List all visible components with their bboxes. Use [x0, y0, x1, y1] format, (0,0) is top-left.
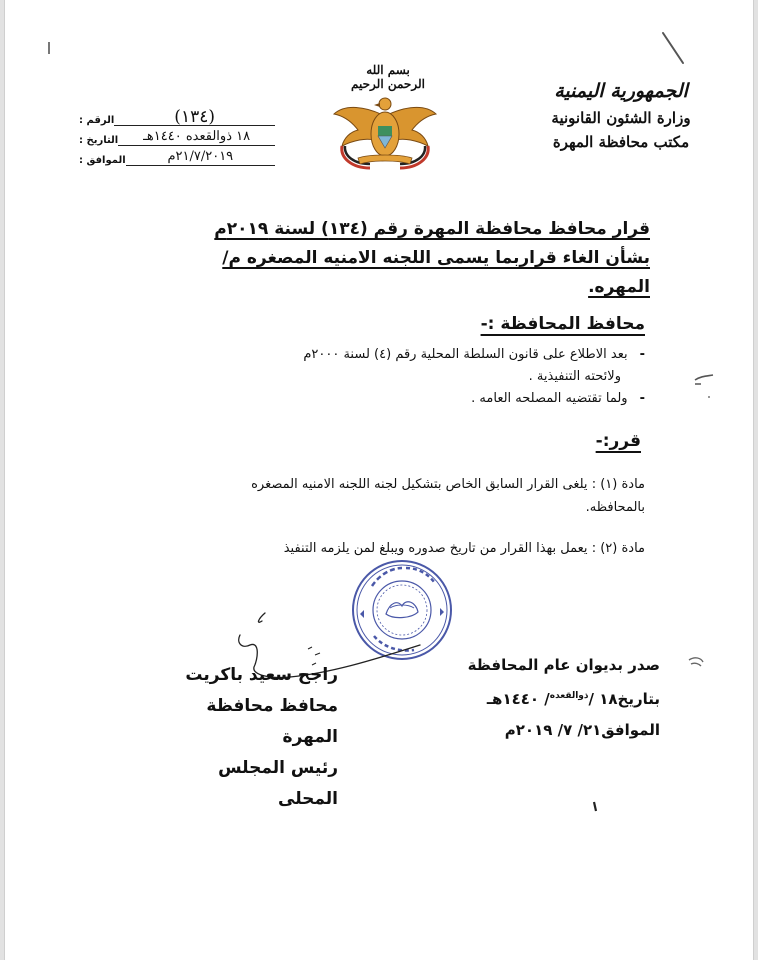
preamble-item — [200, 344, 645, 388]
pen-mark-icon — [591, 800, 599, 814]
preamble-item-text: ولما تقتضيه المصلحه العامه . — [471, 391, 628, 406]
reference-corresponding-label: الموافق : — [79, 155, 126, 166]
reference-date-value: ١٨ ذوالقعده ١٤٤٠هـ — [118, 129, 275, 146]
preamble-item — [200, 388, 645, 410]
reference-date-row — [75, 126, 275, 146]
decree-title-line-1: قرار محافظ محافظة المهرة رقم (١٣٤) لسنة ٢٠١٩م — [214, 219, 650, 239]
preamble-heading: محافظ المحافظة :- — [480, 314, 645, 334]
signatory-title-1: محافظ محافظة المهرة — [206, 696, 338, 747]
signatory-title-2: رئيس المجلس المحلى — [218, 758, 338, 809]
preamble-item-text: بعد الاطلاع على قانون السلطة المحلية رقم (٤) لسنة ٢٠٠٠م — [303, 347, 628, 362]
basmala: بسم الله الرحمن الرحيم — [351, 63, 425, 91]
decree-title — [170, 215, 650, 302]
signatory-block — [153, 660, 338, 815]
ministry-name: وزارة الشئون القانونية — [551, 109, 691, 127]
bullet-dash: - — [639, 391, 645, 406]
signatory-name: راجح سعيد باكريت — [185, 665, 338, 685]
article-1-label: مادة (١) : — [591, 477, 645, 492]
decision-heading: قرر:- — [595, 431, 641, 451]
decree-title-line-2: بشأن الغاء قراربما يسمى اللجنه الامنيه المصغره م/المهره. — [222, 248, 650, 297]
issuance-block — [460, 650, 660, 746]
page-edge-right — [753, 0, 758, 960]
reference-corresponding-value: ٢١/٧/٢٠١٩م — [126, 149, 275, 166]
article-2 — [155, 537, 645, 560]
letterhead — [521, 76, 721, 154]
country-name: الجمهورية اليمنية — [554, 80, 688, 102]
article-1-text: يلغى القرار السابق الخاص بتشكيل لجنه اللجنه الامنيه المصغره — [251, 477, 588, 492]
article-1 — [175, 473, 645, 519]
reference-corresponding-row — [75, 146, 275, 166]
bullet-dash: - — [639, 347, 645, 362]
yemen-eagle-emblem-icon — [330, 86, 440, 176]
pen-mark-icon — [45, 40, 53, 60]
document-page — [5, 0, 753, 960]
pen-mark-icon — [687, 652, 711, 676]
issuance-hijri-suffix: / ١٤٤٠هـ — [486, 690, 550, 708]
issuance-place: صدر بديوان عام المحافظة — [467, 656, 660, 674]
reference-number-value: (١٣٤) — [114, 109, 275, 126]
pen-mark-icon — [660, 30, 700, 70]
reference-number-row — [75, 106, 275, 126]
article-2-text: يعمل بهذا القرار من تاريخ صدوره ويبلغ لمن يلزمه التنفيذ — [283, 541, 588, 556]
issuance-hijri-prefix: بتاريخ١٨ / — [588, 690, 660, 708]
reference-number-label: الرقم : — [79, 115, 115, 126]
article-1-continuation: بالمحافظه. — [585, 500, 645, 515]
reference-date-label: التاريخ : — [79, 135, 119, 146]
preamble-item-continuation: ولائحته التنفيذية . — [528, 369, 621, 384]
reference-block — [75, 106, 275, 166]
pen-mark-icon — [693, 372, 723, 402]
office-name: مكتب محافظة المهرة — [552, 133, 690, 151]
preamble-list — [200, 344, 645, 410]
issuance-hijri-month-note: ذوالقعده — [549, 691, 589, 701]
article-2-label: مادة (٢) : — [591, 541, 645, 556]
issuance-gregorian-date: الموافق٢١/ ٧/ ٢٠١٩م — [504, 721, 660, 739]
issuance-hijri-date — [460, 681, 660, 715]
